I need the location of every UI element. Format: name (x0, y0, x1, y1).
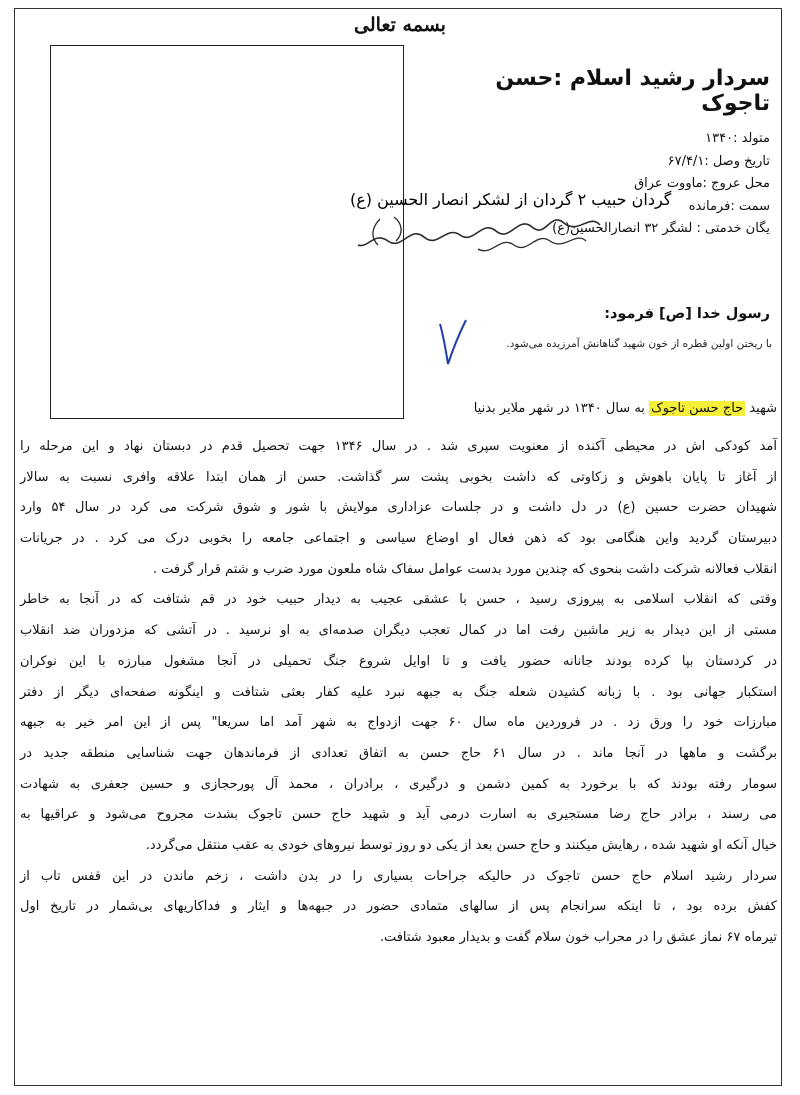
highlighted-name: حاج حسن تاجوک (651, 401, 744, 416)
intro-line (405, 401, 777, 416)
info-position: سمت :فرمانده (688, 198, 770, 214)
hadith-title: رسول خدا [ص] فرمود: (604, 306, 770, 322)
text-line: سردار رشید اسلام حاج حسن تاجوک در حالیکه جراحات بسیاری را در بدن داشت ، زخم ماندن در این قفس تاب از (20, 868, 777, 884)
intro-before: شهید (749, 401, 777, 416)
text-line: دبیرستان گردید واین هنگامی بود که ذهن فعال او اوضاع سیاسی و اجتماعی جامعه را بخوبی درک می کرد . در جریانات (20, 531, 777, 547)
text-line: از آغاز تا پایان باهوش و زکاوتی که داشت بخوبی پشت سر گذاشت. حسن از همان ابتدا علاقه وافری نسبت به سالار (20, 469, 777, 485)
intro-after: به سال ۱۳۴۰ در شهر ملایر بدنیا (473, 401, 645, 416)
info-birth: متولد :۱۳۴۰ (705, 131, 770, 146)
text-line: سومار رفته بودند که با برخورد به کمین دشمن و درگیری ، برادران ، محمد آل پورحجازی و حسین جعفری به شهادت (20, 776, 777, 792)
text-line: خیال آنکه او شهید شده ، رهایش میکنند و حاج حسن بعد از یکی دو روز توسط نیروهای خودی به عقب منتقل می‌گردد. (145, 837, 777, 853)
text-line: مستی از این دیدار به زیر ماشین رفت اما در کمال تعجب دیگران صدمه‌ای به او نرسید . در آتشی که مزدوران ضد انقلاب (20, 623, 777, 639)
biography-text (20, 432, 777, 954)
text-line: شهیدان حضرت حسین (ع) در دل داشت و در جلسات عزاداری مولایش با شور و شوق شرکت می کرد در سال ۵۴ وارد (20, 500, 777, 516)
page-title: سردار رشید اسلام :حسن تاجوک (495, 66, 770, 116)
text-line: در کردستان بپا کرده بودند جانانه حضور یافت و تا اوایل شروع جنگ تحمیلی در آنجا مشغول مبارزه با این نوکران (20, 653, 777, 669)
info-martyrdom-date: تاریخ وصل :۶۷/۴/۱ (667, 153, 770, 169)
handwritten-note-text: گردان حبیب ۲ گردان از لشکر انصار الحسین (ع) (350, 190, 672, 209)
text-line: مبارزات خود را ورق زد . در فروردین ماه سال ۶۰ جهت ازدواج به شهر آمد اما سریعا" پس از این امر خیر به جبهه (20, 715, 777, 731)
check-mark-icon (436, 318, 468, 368)
text-line: برگشت و ماهها در آنجا ماند . در سال ۶۱ حاج حسن به اتفاق تعدادی از فرماندهان جهت شناسایی منطقه جدید در (20, 745, 777, 761)
hadith-text: با ریختن اولین قطره از خون شهید گناهانش آمرزیده می‌شود. (506, 338, 772, 350)
text-line: تیرماه ۶۷ نماز عشق را در محراب خون سلام گفت و بدیدار معبود شتافت. (379, 930, 777, 945)
basmala-header: بسمه تعالی (354, 14, 446, 36)
text-line: استکبار جهانی بود . با زبانه کشیدن شعله جنگ به جبهه نبرد علیه کفار بعثی شتافت و اینگونه صفحه‌ای دیگر از دفتر (20, 684, 777, 700)
text-line: آمد کودکی اش در محیطی آکنده از معنویت سپری شد . در سال ۱۳۴۶ جهت تحصیل قدم در دبستان نهاد و این مرحله را (20, 439, 778, 454)
text-line: وقتی که انقلاب اسلامی به پیروزی رسید ، حسن با عشقی عجیب به دیدار حبیب خود در قم شتافت که در آنجا به خاطر (20, 592, 777, 608)
text-line: کفش برده بود ، تا اینکه سرانجام پس از سالهای متمادی حضور در جبهه‌ها و ایثار و فداکاریهای بی‌شمار در تاریخ اول (20, 899, 777, 915)
text-line: انقلاب فعالانه شرکت داشت بنحوی که چندین مورد بدست عوامل سفاک شاه ملعون مورد ضرب و شتم قرار گرفت . (152, 561, 777, 577)
info-unit: یگان خدمتی : لشگر ۳۲ انصارالحسین(ع) (552, 221, 770, 236)
text-line: می رسند ، برادر حاج رضا مستجیری به اسارت درمی آید و شهید حاج حسن تاجوک بشدت مجروح می‌شود و عراقیها به (20, 807, 777, 823)
info-martyrdom-place: محل عروج :ماووت عراق (634, 176, 770, 191)
